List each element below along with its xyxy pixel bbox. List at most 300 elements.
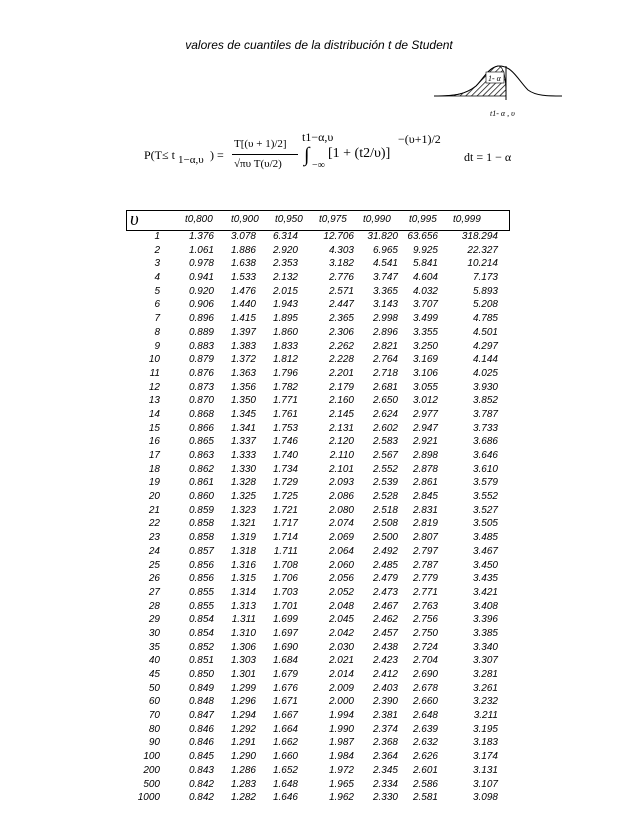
quantile-cell: 3.485 bbox=[472, 532, 498, 544]
quantile-cell: 0.906 bbox=[188, 299, 214, 311]
quantile-cell: 3.930 bbox=[472, 381, 498, 393]
quantile-cell: 2.898 bbox=[412, 450, 438, 461]
degrees-of-freedom-cell: 200 bbox=[143, 764, 160, 776]
quantile-cell: 1.648 bbox=[272, 778, 298, 790]
quantile-cell: 4.303 bbox=[328, 244, 354, 256]
quantile-cell: 1.895 bbox=[272, 313, 298, 325]
quantile-cell: 1.313 bbox=[230, 600, 256, 612]
quantile-cell: 1.303 bbox=[230, 655, 256, 667]
quantile-cell: 2.042 bbox=[328, 627, 354, 639]
quantile-cell: 2.306 bbox=[328, 326, 354, 338]
quantile-cell: 5.208 bbox=[472, 299, 498, 311]
quantile-cell: 1.315 bbox=[230, 573, 256, 585]
quantile-cell: 2.030 bbox=[328, 641, 354, 653]
quantile-cell: 6.965 bbox=[372, 244, 398, 256]
quantile-cell: 1.740 bbox=[272, 450, 298, 461]
quantile-cell: 0.866 bbox=[188, 422, 214, 434]
quantile-cell: 0.850 bbox=[188, 669, 214, 680]
quantile-cell: 2.861 bbox=[412, 477, 438, 489]
quantile-cell: 0.842 bbox=[188, 778, 214, 790]
quantile-cell: 3.232 bbox=[472, 696, 498, 708]
quantile-cell: 2.998 bbox=[372, 313, 398, 325]
quantile-cell: 1.321 bbox=[230, 518, 256, 530]
quantile-cell: 1.283 bbox=[230, 778, 256, 790]
degrees-of-freedom-cell: 50 bbox=[148, 682, 160, 694]
quantile-cell: 3.143 bbox=[372, 299, 398, 311]
quantile-cell: 1.664 bbox=[272, 723, 298, 735]
degrees-of-freedom-cell: 11 bbox=[149, 367, 160, 379]
quantile-cell: 3.787 bbox=[472, 408, 498, 420]
quantile-cell: 2.364 bbox=[372, 751, 398, 763]
quantile-cell: 1.310 bbox=[230, 627, 256, 639]
quantile-cell: 0.858 bbox=[188, 532, 214, 544]
table-row bbox=[126, 710, 510, 724]
quantile-cell: 1.771 bbox=[272, 395, 298, 407]
table-row bbox=[126, 614, 510, 628]
quantile-cell: 2.056 bbox=[328, 573, 354, 585]
quantile-cell: 3.686 bbox=[472, 436, 498, 448]
quantile-cell: 2.660 bbox=[412, 696, 438, 708]
quantile-cell: 1.711 bbox=[273, 545, 298, 557]
quantile-cell: 3.733 bbox=[472, 422, 498, 434]
quantile-cell: 2.920 bbox=[272, 244, 298, 256]
formula-lhs-sub: 1−α,υ bbox=[178, 154, 204, 166]
quantile-cell: 318.294 bbox=[461, 231, 498, 242]
degrees-of-freedom-cell: 70 bbox=[148, 710, 160, 722]
quantile-cell: 2.390 bbox=[372, 696, 398, 708]
quantile-cell: 1.729 bbox=[272, 477, 298, 489]
degrees-of-freedom-cell: 7 bbox=[154, 313, 160, 325]
quantile-cell: 1.972 bbox=[328, 764, 354, 776]
table-row bbox=[126, 436, 510, 450]
quantile-cell: 1.325 bbox=[230, 491, 256, 503]
quantile-cell: 1.323 bbox=[230, 504, 256, 516]
quantile-cell: 1.397 bbox=[230, 326, 256, 338]
quantile-cell: 1.782 bbox=[272, 381, 298, 393]
table-row bbox=[126, 683, 510, 697]
table-row bbox=[126, 669, 510, 683]
quantile-cell: 2.021 bbox=[328, 655, 354, 667]
quantile-cell: 1.994 bbox=[328, 710, 354, 722]
quantile-cell: 2.457 bbox=[372, 627, 398, 639]
quantile-cell: 2.763 bbox=[412, 600, 438, 612]
quantile-cell: 0.873 bbox=[188, 381, 214, 393]
degrees-of-freedom-cell: 17 bbox=[148, 450, 160, 461]
quantile-cell: 4.785 bbox=[472, 313, 498, 325]
quantile-cell: 0.852 bbox=[188, 641, 214, 653]
quantile-cell: 9.925 bbox=[412, 244, 438, 256]
table-row bbox=[126, 327, 510, 341]
quantile-cell: 3.131 bbox=[472, 764, 498, 776]
quantile-cell: 3.195 bbox=[472, 723, 498, 735]
quantile-cell: 1.356 bbox=[230, 381, 256, 393]
quantile-cell: 3.055 bbox=[412, 381, 438, 393]
quantile-cell: 2.921 bbox=[412, 436, 438, 448]
quantile-cell: 2.771 bbox=[412, 586, 438, 598]
quantile-cell: 2.508 bbox=[372, 518, 398, 530]
quantile-cell: 0.855 bbox=[188, 586, 214, 598]
quantile-cell: 2.228 bbox=[328, 354, 354, 366]
table-row bbox=[126, 231, 510, 245]
quantile-cell: 2.438 bbox=[372, 641, 398, 653]
degrees-of-freedom-cell: 27 bbox=[148, 586, 160, 598]
quantile-cell: 1.638 bbox=[230, 258, 256, 270]
quantile-cell: 3.852 bbox=[472, 395, 498, 407]
quantile-cell: 2.552 bbox=[372, 463, 398, 475]
quantile-cell: 1.301 bbox=[230, 669, 256, 680]
quantile-cell: 1.476 bbox=[230, 285, 256, 297]
quantile-cell: 1.314 bbox=[230, 586, 256, 598]
quantile-cell: 31.820 bbox=[367, 231, 398, 242]
degrees-of-freedom-cell: 24 bbox=[148, 545, 160, 557]
table-row bbox=[126, 737, 510, 751]
quantile-cell: 2.334 bbox=[372, 778, 398, 790]
quantile-cell: 1.330 bbox=[230, 463, 256, 475]
quantile-cell: 1.886 bbox=[230, 244, 256, 256]
table-header bbox=[126, 210, 510, 231]
quantile-cell: 0.978 bbox=[188, 258, 214, 270]
table-row bbox=[126, 354, 510, 368]
quantile-cell: 1.761 bbox=[272, 408, 298, 420]
quantile-cell: 2.381 bbox=[372, 710, 398, 722]
quantile-cell: 0.846 bbox=[188, 737, 214, 749]
degrees-of-freedom-cell: 60 bbox=[148, 696, 160, 708]
table-row bbox=[126, 532, 510, 546]
degrees-of-freedom-cell: 3 bbox=[154, 258, 160, 270]
table-row bbox=[126, 258, 510, 272]
quantile-cell: 4.144 bbox=[472, 354, 498, 366]
column-header: t0,995 bbox=[409, 214, 437, 225]
quantile-cell: 1.699 bbox=[272, 614, 298, 626]
table-row bbox=[126, 464, 510, 478]
quantile-cell: 4.297 bbox=[472, 340, 498, 352]
table-row bbox=[126, 573, 510, 587]
table-row bbox=[126, 696, 510, 710]
quantile-cell: 2.479 bbox=[372, 573, 398, 585]
quantile-cell: 2.069 bbox=[328, 532, 354, 544]
quantile-cell: 0.861 bbox=[188, 477, 214, 489]
quantile-cell: 0.855 bbox=[188, 600, 214, 612]
quantile-cell: 1.383 bbox=[230, 340, 256, 352]
quantile-cell: 2.718 bbox=[372, 367, 398, 379]
quantile-cell: 3.098 bbox=[472, 792, 498, 804]
formula-lhs-close: ) = bbox=[210, 148, 224, 162]
quantile-cell: 0.858 bbox=[188, 518, 214, 530]
quantile-cell: 1.734 bbox=[272, 463, 298, 475]
table-row bbox=[126, 286, 510, 300]
quantile-cell: 10.214 bbox=[467, 258, 498, 270]
quantile-cell: 0.862 bbox=[188, 463, 214, 475]
quantile-cell: 1.372 bbox=[230, 354, 256, 366]
quantile-cell: 3.174 bbox=[472, 751, 498, 763]
degrees-of-freedom-cell: 45 bbox=[148, 669, 160, 680]
table-row bbox=[126, 299, 510, 313]
quantile-cell: 0.854 bbox=[188, 627, 214, 639]
quantile-cell: 3.078 bbox=[230, 231, 256, 242]
quantile-cell: 0.889 bbox=[188, 326, 214, 338]
quantile-cell: 2.624 bbox=[372, 408, 398, 420]
nu-header: υ bbox=[130, 209, 139, 230]
quantile-cell: 2.821 bbox=[372, 340, 398, 352]
quantile-cell: 1.690 bbox=[272, 641, 298, 653]
quantile-cell: 2.567 bbox=[372, 450, 398, 461]
degrees-of-freedom-cell: 9 bbox=[154, 340, 160, 352]
quantile-cell: 1.706 bbox=[272, 573, 298, 585]
quantile-cell: 7.173 bbox=[472, 272, 498, 284]
degrees-of-freedom-cell: 21 bbox=[148, 504, 160, 516]
degrees-of-freedom-cell: 15 bbox=[148, 422, 160, 434]
quantile-cell: 2.632 bbox=[412, 737, 438, 749]
quantile-cell: 2.086 bbox=[328, 491, 354, 503]
quantile-cell: 2.492 bbox=[372, 545, 398, 557]
quantile-cell: 1.684 bbox=[272, 655, 298, 667]
quantile-cell: 2.132 bbox=[272, 272, 298, 284]
quantile-cell: 1.652 bbox=[272, 764, 298, 776]
quantile-cell: 1.717 bbox=[272, 518, 298, 530]
quantile-cell: 0.856 bbox=[188, 559, 214, 571]
degrees-of-freedom-cell: 1 bbox=[154, 231, 160, 242]
quantile-cell: 3.211 bbox=[473, 710, 498, 722]
quantile-cell: 2.756 bbox=[412, 614, 438, 626]
quantile-cell: 1.725 bbox=[272, 491, 298, 503]
quantile-cell: 0.842 bbox=[188, 792, 214, 804]
quantile-cell: 1.812 bbox=[272, 354, 298, 366]
degrees-of-freedom-cell: 14 bbox=[148, 408, 160, 420]
formula-denominator: √πυ T(υ/2) bbox=[234, 158, 282, 170]
quantile-cell: 1.328 bbox=[230, 477, 256, 489]
quantile-cell: 1.533 bbox=[230, 272, 256, 284]
quantile-cell: 3.707 bbox=[412, 299, 438, 311]
quantile-cell: 0.876 bbox=[188, 367, 214, 379]
quantile-cell: 3.408 bbox=[472, 600, 498, 612]
table-row bbox=[126, 587, 510, 601]
quantile-cell: 2.110 bbox=[329, 450, 354, 461]
quantile-cell: 1.676 bbox=[272, 682, 298, 694]
quantile-cell: 2.583 bbox=[372, 436, 398, 448]
quantile-cell: 1.646 bbox=[272, 792, 298, 804]
quantile-label: t1- α , υ bbox=[490, 109, 515, 118]
formula-lhs: P(T≤ t bbox=[144, 148, 175, 162]
degrees-of-freedom-cell: 26 bbox=[148, 573, 160, 585]
quantile-cell: 1.965 bbox=[328, 778, 354, 790]
quantile-cell: 2.074 bbox=[328, 518, 354, 530]
table-row bbox=[126, 368, 510, 382]
quantile-cell: 3.307 bbox=[472, 655, 498, 667]
quantile-cell: 1.662 bbox=[272, 737, 298, 749]
quantile-cell: 3.340 bbox=[472, 641, 498, 653]
table-row bbox=[126, 395, 510, 409]
quantile-cell: 2.896 bbox=[372, 326, 398, 338]
quantile-cell: 2.345 bbox=[372, 764, 398, 776]
degrees-of-freedom-cell: 40 bbox=[148, 655, 160, 667]
table-row bbox=[126, 724, 510, 738]
degrees-of-freedom-cell: 25 bbox=[148, 559, 160, 571]
quantile-cell: 1.299 bbox=[230, 682, 256, 694]
degrees-of-freedom-cell: 500 bbox=[143, 778, 160, 790]
table-row bbox=[126, 423, 510, 437]
quantile-cell: 1.708 bbox=[272, 559, 298, 571]
quantile-cell: 1.306 bbox=[230, 641, 256, 653]
column-header: t0,900 bbox=[231, 214, 259, 225]
quantile-cell: 3.450 bbox=[472, 559, 498, 571]
degrees-of-freedom-cell: 100 bbox=[143, 751, 160, 763]
quantile-cell: 2.947 bbox=[412, 422, 438, 434]
degrees-of-freedom-cell: 4 bbox=[154, 272, 160, 284]
quantile-cell: 2.160 bbox=[328, 395, 354, 407]
distribution-figure bbox=[426, 56, 566, 122]
quantile-cell: 2.467 bbox=[372, 600, 398, 612]
cdf-formula bbox=[144, 126, 534, 192]
quantile-cell: 2.412 bbox=[372, 669, 398, 680]
quantile-cell: 4.032 bbox=[412, 285, 438, 297]
quantile-cell: 1.341 bbox=[230, 422, 256, 434]
quantile-cell: 3.250 bbox=[412, 340, 438, 352]
quantile-cell: 2.581 bbox=[412, 792, 438, 804]
quantile-cell: 1.376 bbox=[188, 231, 214, 242]
quantile-cell: 3.355 bbox=[412, 326, 438, 338]
quantile-cell: 0.863 bbox=[188, 450, 214, 461]
quantile-cell: 0.896 bbox=[188, 313, 214, 325]
quantile-cell: 0.868 bbox=[188, 408, 214, 420]
degrees-of-freedom-cell: 13 bbox=[148, 395, 160, 407]
quantile-cell: 3.106 bbox=[412, 367, 438, 379]
quantile-cell: 2.262 bbox=[328, 340, 354, 352]
table-row bbox=[126, 779, 510, 793]
quantile-cell: 0.849 bbox=[188, 682, 214, 694]
quantile-cell: 2.807 bbox=[412, 532, 438, 544]
fraction-bar bbox=[232, 154, 298, 155]
degrees-of-freedom-cell: 18 bbox=[148, 463, 160, 475]
degrees-of-freedom-cell: 10 bbox=[148, 354, 160, 366]
table-row bbox=[126, 518, 510, 532]
quantile-cell: 2.201 bbox=[328, 367, 354, 379]
quantile-cell: 3.012 bbox=[412, 395, 438, 407]
degrees-of-freedom-cell: 16 bbox=[148, 436, 160, 448]
quantile-cell: 0.854 bbox=[188, 614, 214, 626]
column-header: t0,950 bbox=[275, 214, 303, 225]
quantile-cell: 4.025 bbox=[472, 367, 498, 379]
column-header: t0,975 bbox=[319, 214, 347, 225]
quantile-cell: 3.169 bbox=[412, 354, 438, 366]
quantile-cell: 1.714 bbox=[272, 532, 298, 544]
quantile-cell: 1.345 bbox=[230, 408, 256, 420]
table-body bbox=[126, 231, 510, 806]
quantile-cell: 0.920 bbox=[188, 285, 214, 297]
quantile-cell: 3.579 bbox=[472, 477, 498, 489]
quantile-cell: 3.182 bbox=[328, 258, 354, 270]
quantile-cell: 2.724 bbox=[412, 641, 438, 653]
quantile-cell: 2.447 bbox=[328, 299, 354, 311]
formula-upper-limit: t1−α,υ bbox=[302, 130, 334, 144]
table-row bbox=[126, 505, 510, 519]
column-header: t0,990 bbox=[363, 214, 391, 225]
bell-curve-icon bbox=[426, 56, 566, 122]
quantile-cell: 2.365 bbox=[328, 313, 354, 325]
quantile-cell: 3.107 bbox=[472, 778, 498, 790]
quantile-cell: 2.528 bbox=[372, 491, 398, 503]
quantile-cell: 4.604 bbox=[412, 272, 438, 284]
quantile-cell: 2.797 bbox=[412, 545, 438, 557]
quantile-cell: 1.319 bbox=[230, 532, 256, 544]
degrees-of-freedom-cell: 12 bbox=[148, 381, 160, 393]
quantile-cell: 2.045 bbox=[328, 614, 354, 626]
quantile-cell: 2.473 bbox=[372, 586, 398, 598]
table-row bbox=[126, 765, 510, 779]
quantile-cell: 5.841 bbox=[412, 258, 438, 270]
table-row bbox=[126, 751, 510, 765]
quantile-cell: 2.052 bbox=[328, 586, 354, 598]
quantile-cell: 0.883 bbox=[188, 340, 214, 352]
degrees-of-freedom-cell: 35 bbox=[148, 641, 160, 653]
quantile-cell: 0.845 bbox=[188, 751, 214, 763]
quantile-cell: 2.787 bbox=[412, 559, 438, 571]
formula-rhs: dt = 1 − α bbox=[464, 150, 512, 164]
quantile-cell: 2.831 bbox=[412, 504, 438, 516]
quantile-cell: 3.183 bbox=[472, 737, 498, 749]
quantile-cell: 4.541 bbox=[372, 258, 398, 270]
degrees-of-freedom-cell: 2 bbox=[154, 244, 160, 256]
quantile-cell: 1.701 bbox=[272, 600, 298, 612]
quantile-cell: 1.703 bbox=[272, 586, 298, 598]
quantile-cell: 3.499 bbox=[412, 313, 438, 325]
quantile-cell: 2.101 bbox=[328, 463, 354, 475]
quantile-cell: 2.776 bbox=[328, 272, 354, 284]
quantile-cell: 0.865 bbox=[188, 436, 214, 448]
degrees-of-freedom-cell: 8 bbox=[154, 326, 160, 338]
quantile-table bbox=[126, 210, 510, 806]
quantile-cell: 2.000 bbox=[328, 696, 354, 708]
quantile-cell: 0.857 bbox=[188, 545, 214, 557]
quantile-cell: 2.060 bbox=[328, 559, 354, 571]
degrees-of-freedom-cell: 29 bbox=[148, 614, 160, 626]
quantile-cell: 1.860 bbox=[272, 326, 298, 338]
table-row bbox=[126, 546, 510, 560]
quantile-cell: 2.704 bbox=[412, 655, 438, 667]
quantile-cell: 1.943 bbox=[272, 299, 298, 311]
quantile-cell: 1.318 bbox=[230, 545, 256, 557]
quantile-cell: 22.327 bbox=[467, 244, 498, 256]
degrees-of-freedom-cell: 1000 bbox=[137, 792, 160, 804]
quantile-cell: 1.316 bbox=[230, 559, 256, 571]
table-row bbox=[126, 409, 510, 423]
quantile-cell: 2.485 bbox=[372, 559, 398, 571]
quantile-cell: 1.291 bbox=[230, 737, 256, 749]
quantile-cell: 2.462 bbox=[372, 614, 398, 626]
quantile-cell: 1.282 bbox=[230, 792, 256, 804]
quantile-cell: 0.856 bbox=[188, 573, 214, 585]
quantile-cell: 1.667 bbox=[272, 710, 298, 722]
quantile-cell: 2.014 bbox=[328, 669, 354, 680]
quantile-cell: 1.746 bbox=[272, 436, 298, 448]
table-row bbox=[126, 382, 510, 396]
quantile-cell: 2.571 bbox=[328, 285, 354, 297]
quantile-cell: 0.860 bbox=[188, 491, 214, 503]
page-title: valores de cuantiles de la distribución t de Student bbox=[185, 38, 453, 52]
formula-integrand: [1 + (t2/υ)] bbox=[328, 146, 391, 161]
table-row bbox=[126, 628, 510, 642]
quantile-cell: 2.048 bbox=[328, 600, 354, 612]
quantile-cell: 1.796 bbox=[272, 367, 298, 379]
degrees-of-freedom-cell: 80 bbox=[148, 723, 160, 735]
formula-exponent: −(υ+1)/2 bbox=[398, 132, 441, 146]
table-row bbox=[126, 477, 510, 491]
quantile-cell: 1.833 bbox=[272, 340, 298, 352]
quantile-cell: 3.646 bbox=[472, 450, 498, 461]
quantile-cell: 1.061 bbox=[188, 244, 214, 256]
quantile-cell: 3.527 bbox=[472, 504, 498, 516]
quantile-cell: 1.296 bbox=[230, 696, 256, 708]
quantile-cell: 1.721 bbox=[272, 504, 298, 516]
